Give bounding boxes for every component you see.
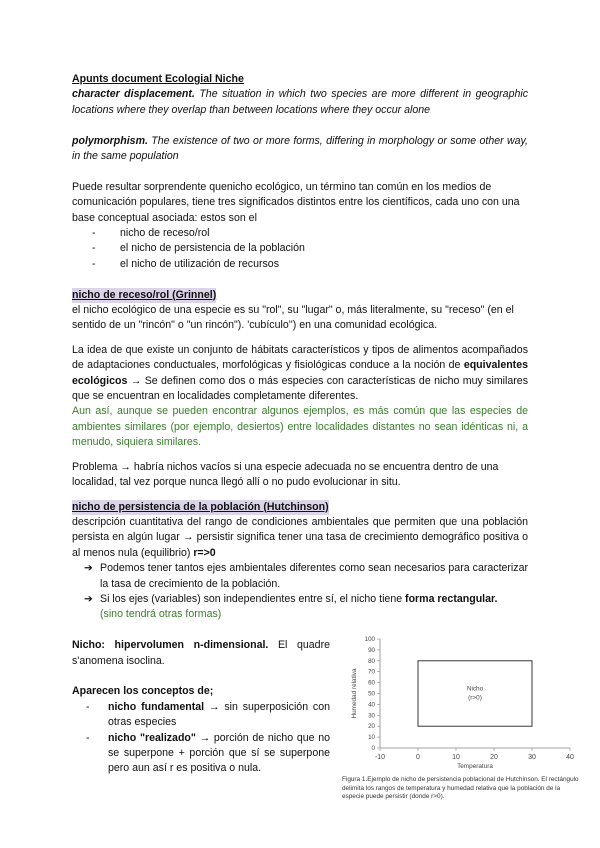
definition-polymorphism — [72, 134, 528, 165]
y-tick-label: 30 — [368, 712, 375, 720]
x-tick-label: 40 — [566, 754, 574, 762]
niche-chart — [338, 629, 588, 769]
green-note: (sino tendrá otras formas) — [100, 608, 222, 621]
list-item — [84, 592, 528, 623]
bold-term: nicho "realizado" — [108, 731, 196, 744]
y-tick-label: 10 — [368, 734, 375, 742]
niche-label: Nicho — [466, 685, 484, 693]
aparecen-heading — [72, 684, 330, 699]
bold-term: r=>0 — [193, 546, 216, 559]
y-tick-label: 70 — [368, 668, 375, 676]
text-span: → sin superposición con otras especies — [108, 700, 331, 729]
bold-term: Aparecen los conceptos de; — [72, 685, 214, 698]
text-span: → Se definen como dos o más especies con características de nicho muy similares que se encuentran en localidades completamente diferentes. — [72, 374, 528, 403]
y-tick-label: 60 — [368, 679, 375, 687]
y-tick-label: 40 — [368, 701, 375, 709]
y-tick-label: 90 — [368, 647, 375, 655]
section2-paragraph-1 — [72, 515, 528, 561]
arrow-bullet-icon: ➔ — [84, 592, 93, 605]
bold-term: forma rectangular. — [405, 592, 498, 605]
y-tick-label: 20 — [368, 723, 375, 731]
list-item — [86, 700, 330, 731]
section2-bullets — [72, 561, 528, 623]
list-item: - nicho de receso/rol — [92, 226, 528, 241]
section-heading-receso: nicho de receso/rol (Grinnel) — [72, 288, 216, 303]
niche-rectangle — [418, 661, 532, 726]
text-span: descripción cuantitativa del rango de condiciones ambientales que permiten que una población persista en algún lugar → persistir significa tener una tasa de crecimiento demográfico positiva o al menos nula (equilibrio) — [72, 515, 528, 559]
section1-paragraph-4: Problema → habría nichos vacíos si una especie adecuada no se encuentra dentro de una localidad, tal vez porque nunca llegó allí o no pudo evolucionar in situ. — [72, 460, 499, 489]
x-tick-label: 10 — [452, 754, 460, 762]
list-item: - el nicho de utilización de recursos — [92, 257, 528, 272]
arrow-bullet-icon: ➔ — [84, 562, 93, 575]
y-tick-label: 50 — [368, 690, 375, 698]
text-span: → porción de nicho que no se superpone + porción que sí se superpone pero aun así r es positiva o nula. — [108, 731, 330, 775]
x-tick-label: 0 — [416, 754, 420, 762]
bold-term: nicho fundamental — [108, 700, 205, 713]
definition-term: polymorphism. — [72, 134, 148, 147]
list-item — [84, 561, 528, 592]
figure-caption: Figura 1.Ejemplo de nicho de persistencia poblacional de Hutchinson. El rectángulo delimita los rangos de temperatura y humedad relativa que la población de la especie puede persistir (donde r>0). — [342, 776, 579, 800]
y-axis-label: Humedad relativa — [351, 668, 358, 719]
intro-paragraph: Puede resultar sorprendente quenicho ecológico, un término tan común en los medios de comunicación populares, tiene tres significados distintos entre los científicos, cada uno con una base conceptual asociada: estos son el — [72, 180, 520, 224]
text-span: Si los ejes (variables) son independientes entre sí, el nicho tiene — [100, 592, 406, 605]
x-tick-label: 30 — [528, 754, 536, 762]
section1-paragraph-1: el nicho ecológico de una especie es su "rol", su "lugar" o, más literalmente, su "receso" (en el sentido de un "rincón" o "un rincón"). 'cubículo'') en una comunidad ecológica. — [72, 304, 514, 332]
y-tick-label: 0 — [371, 745, 375, 753]
left-column — [72, 638, 330, 777]
document-page — [72, 72, 579, 800]
y-tick-label: 80 — [368, 657, 375, 665]
definition-character-displacement — [72, 87, 528, 118]
list-item — [86, 731, 330, 777]
x-tick-label: 20 — [490, 754, 498, 762]
definition-text: The existence of two or more forms, differing in morphology or some other way, in the same population — [72, 134, 528, 163]
section-heading-persistencia: nicho de persistencia de la población (Hutchinson) — [72, 500, 329, 515]
concepts-list — [72, 700, 330, 777]
section1-paragraph-3: Aun así, aunque se pueden encontrar algunos ejemplos, es más común que las especies de ambientes similares (por ejemplo, desiertos) entre localidades distantes no sean idénticas ni, a menudo, siquiera similares. — [72, 405, 528, 449]
bottom-section — [72, 636, 579, 800]
text-span: Podemos tener tantos ejes ambientales diferentes como sean necesarios para caracterizar la tasa de crecimiento de la población. — [100, 562, 528, 590]
list-item: - el nicho de persistencia de la población — [92, 241, 528, 256]
section1-paragraph-2 — [72, 343, 528, 405]
y-tick-label: 100 — [364, 636, 375, 644]
document-title: Apunts document Ecologial Niche — [72, 73, 244, 85]
text-span: El quadre s'anomena isoclina. — [72, 639, 330, 667]
text-span: La idea de que existe un conjunto de hábitats característicos y tipos de alimentos acompañados de adaptaciones conductuales, morfológicas y fisiológicas conduce a la noción de — [72, 343, 528, 372]
niche-label-condition: (r>0) — [468, 694, 482, 702]
bold-term: equivalentes ecológicos — [72, 359, 528, 387]
definition-text: The situation in which two species are more different in geographic locations where they overlap than between locations where they occur alone — [72, 88, 529, 116]
meanings-list — [72, 226, 528, 272]
nicho-paragraph — [72, 638, 330, 669]
x-axis-label: Temperatura — [457, 763, 493, 770]
bold-term: Nicho: hipervolumen n-dimensional. — [72, 639, 269, 652]
definition-term: character displacement. — [72, 88, 195, 101]
x-tick-label: -10 — [374, 754, 386, 762]
